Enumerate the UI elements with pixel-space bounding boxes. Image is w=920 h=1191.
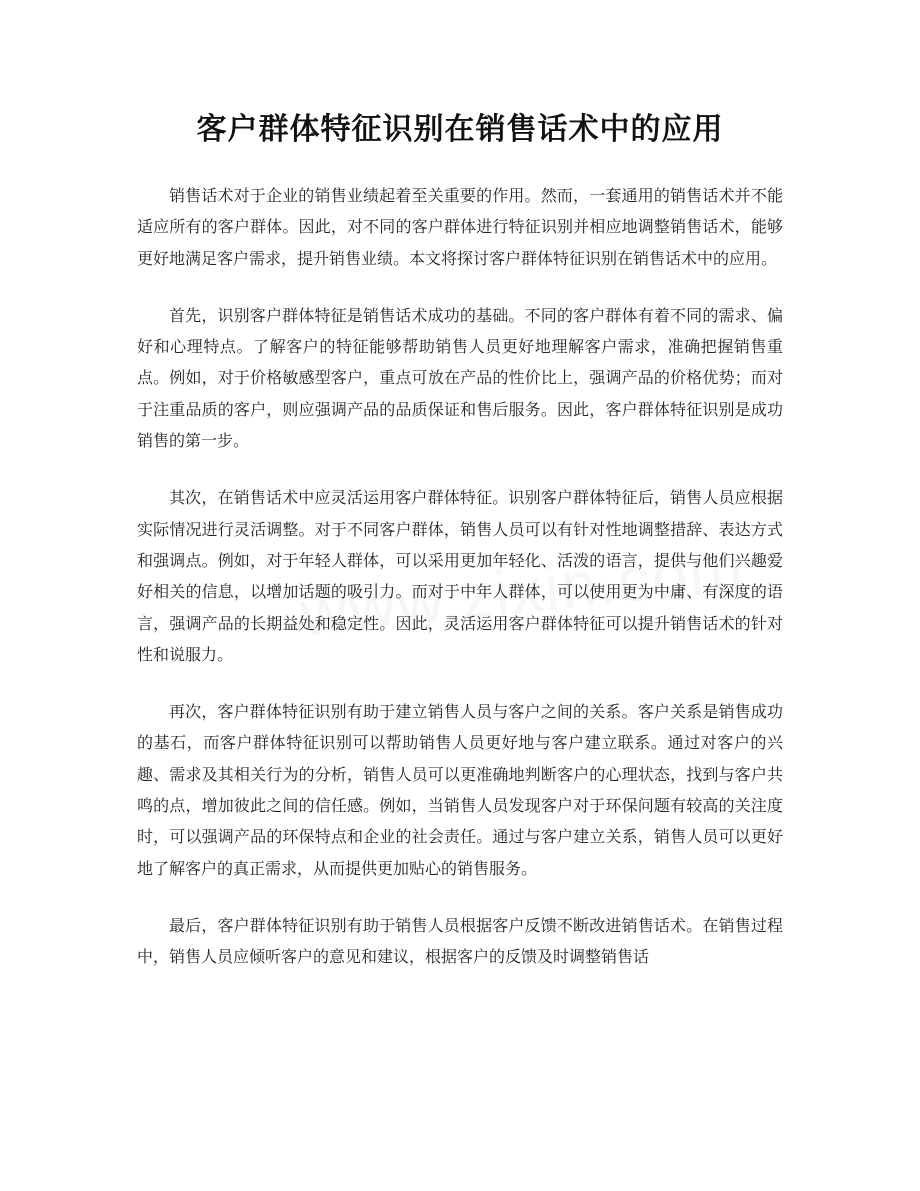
paragraph-3: 其次，在销售话术中应灵活运用客户群体特征。识别客户群体特征后，销售人员应根据实际情况进行灵活调整。对于不同客户群体，销售人员可以有针对性地调整措辞、表达方式和强调点。例如，对于年轻人群体，可以采用更加年轻化、活泼的语言，提供与他们兴趣爱好相关的信息，以增加话题的吸引力。而对于中年人群体，可以使用更为中庸、有深度的语言，强调产品的长期益处和稳定性。因此，灵活运用客户群体特征可以提升销售话术的针对性和说服力。: [137, 488, 783, 664]
paragraph-1: 销售话术对于企业的销售业绩起着至关重要的作用。然而，一套通用的销售话术并不能适应所有的客户群体。因此，对不同的客户群体进行特征识别并相应地调整销售话术，能够更好地满足客户需求，提升销售业绩。本文将探讨客户群体特征识别在销售话术中的应用。: [137, 186, 783, 268]
paragraph-4: 再次，客户群体特征识别有助于建立销售人员与客户之间的关系。客户关系是销售成功的基石，而客户群体特征识别可以帮助销售人员更好地与客户建立联系。通过对客户的兴趣、需求及其相关行为的分析，销售人员可以更准确地判断客户的心理状态，找到与客户共鸣的点，增加彼此之间的信任感。例如，当销售人员发现客户对于环保问题有较高的关注度时，可以强调产品的环保特点和企业的社会责任。通过与客户建立关系，销售人员可以更好地了解客户的真正需求，从而提供更加贴心的销售服务。: [137, 702, 783, 878]
paragraph-2: 首先，识别客户群体特征是销售话术成功的基础。不同的客户群体有着不同的需求、偏好和心理特点。了解客户的特征能够帮助销售人员更好地理解客户需求，准确把握销售重点。例如，对于价格敏感型客户，重点可放在产品的性价比上，强调产品的价格优势；而对于注重品质的客户，则应强调产品的品质保证和售后服务。因此，客户群体特征识别是成功销售的第一步。: [137, 305, 783, 451]
document-title: 客户群体特征识别在销售话术中的应用: [196, 112, 724, 147]
paragraph-5: 最后，客户群体特征识别有助于销售人员根据客户反馈不断改进销售话术。在销售过程中，销售人员应倾听客户的意见和建议，根据客户的反馈及时调整销售话: [137, 915, 783, 967]
document-body: [137, 180, 783, 999]
